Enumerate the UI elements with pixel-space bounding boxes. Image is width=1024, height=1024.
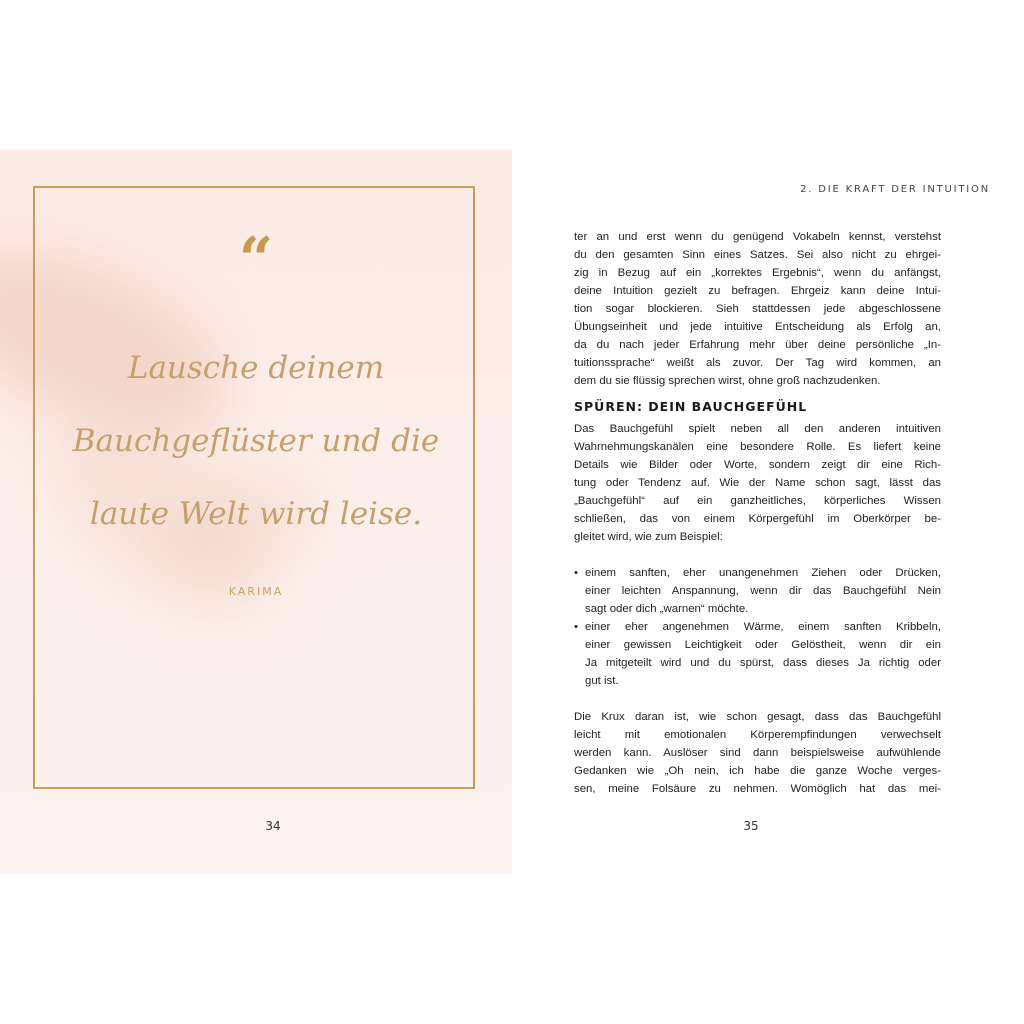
- paragraph-1: [574, 228, 941, 390]
- text-line: werden kann. Auslöser sind dann beispielsweise aufwühlende: [574, 747, 941, 759]
- text-line: tuitionssprache“ weißt als zuvor. Der Tag wird kommen, an: [574, 357, 941, 369]
- text-line: tion sogar blockieren. Sieh stattdessen jede abgeschlossene: [574, 303, 941, 315]
- text-line: „Bauchgefühl“ auf ein ganzheitliches, körperliches Wissen: [574, 495, 941, 507]
- bullet-line: einer leichten Anspannung, wenn dir das Bauchgefühl Nein: [585, 585, 941, 597]
- quote-line: Lausche deinem: [127, 350, 385, 386]
- bullet-list: [574, 564, 941, 690]
- text-line: Details wie Bilder oder Worte, sondern zeigt dir eine Rich-: [574, 459, 941, 471]
- right-page: [512, 150, 1024, 874]
- bullet-line: einer gewissen Leichtigkeit oder Gelöstheit, wenn dir ein: [585, 639, 941, 651]
- bullet-line: • einer eher angenehmen Wärme, einem sanften Kribbeln,: [574, 618, 941, 636]
- left-page: [0, 150, 512, 874]
- bullet-line: sagt oder dich „warnen“ möchte.: [585, 603, 749, 615]
- book-spread: [0, 150, 1024, 874]
- quote-line: Bauchgeflüster und die: [72, 423, 440, 459]
- body-text: [574, 228, 941, 798]
- running-head: 2. DIE KRAFT DER INTUITION: [800, 184, 990, 195]
- paragraph-spacer: [574, 546, 941, 564]
- text-line: leicht mit emotionalen Körperempfindungen verwechselt: [574, 729, 941, 741]
- bullet-item: [574, 618, 941, 690]
- quote-author: KARIMA: [228, 585, 284, 598]
- text-line: Die Krux daran ist, wie schon gesagt, dass das Bauchgefühl: [574, 711, 941, 723]
- text-line: Das Bauchgefühl spielt neben all den anderen intuitiven: [574, 423, 941, 435]
- text-line: deine Intuition gezielt zu befragen. Ehrgeiz kann deine Intui-: [574, 285, 941, 297]
- paragraph-spacer: [574, 690, 941, 708]
- text-line: gleitet wird, wie zum Beispiel:: [574, 531, 723, 543]
- paragraph-2: [574, 420, 941, 546]
- bullet-line: gut ist.: [585, 675, 619, 687]
- bullet-item: [574, 564, 941, 618]
- paragraph-3: [574, 708, 941, 798]
- text-line: ter an und erst wenn du genügend Vokabeln kennst, verstehst: [574, 231, 941, 243]
- quote-line: laute Welt wird leise.: [89, 496, 423, 532]
- text-line: Gedanken wie „Oh nein, ich habe die ganze Woche verges-: [574, 765, 941, 777]
- quote-mark-icon: “: [238, 225, 274, 295]
- text-line: dem du sie flüssig sprechen wirst, ohne groß nachzudenken.: [574, 375, 881, 387]
- page-number-right: 35: [743, 819, 759, 833]
- text-line: du den gesamten Sinn eines Satzes. Sei also nicht zu ehrgei-: [574, 249, 941, 261]
- section-heading: SPÜREN: DEIN BAUCHGEFÜHL: [574, 399, 808, 414]
- text-line: sen, meine Folsäure zu nehmen. Womöglich hat das mei-: [574, 783, 941, 795]
- bullet-line: Ja mitgeteilt wird und du spürst, dass dieses Ja richtig oder: [585, 657, 941, 669]
- text-line: tung oder Tendenz auf. Wie der Name schon sagt, lässt das: [574, 477, 941, 489]
- text-line: zig in Bezug auf ein „korrektes Ergebnis“, wenn du anfängst,: [574, 267, 941, 279]
- text-line: Übungseinheit und jede intuitive Entscheidung als Erfolg an,: [574, 321, 941, 333]
- bullet-line: • einem sanften, eher unangenehmen Ziehen oder Drücken,: [574, 564, 941, 582]
- page-number-left: 34: [265, 819, 281, 833]
- text-line: schließen, das von einem Körpergefühl im Oberkörper be-: [574, 513, 941, 525]
- text-line: Wahrnehmungskanälen eine besondere Rolle. Es liefert keine: [574, 441, 941, 453]
- text-line: da du nach jeder Erfahrung mehr über deine persönliche „In-: [574, 339, 941, 351]
